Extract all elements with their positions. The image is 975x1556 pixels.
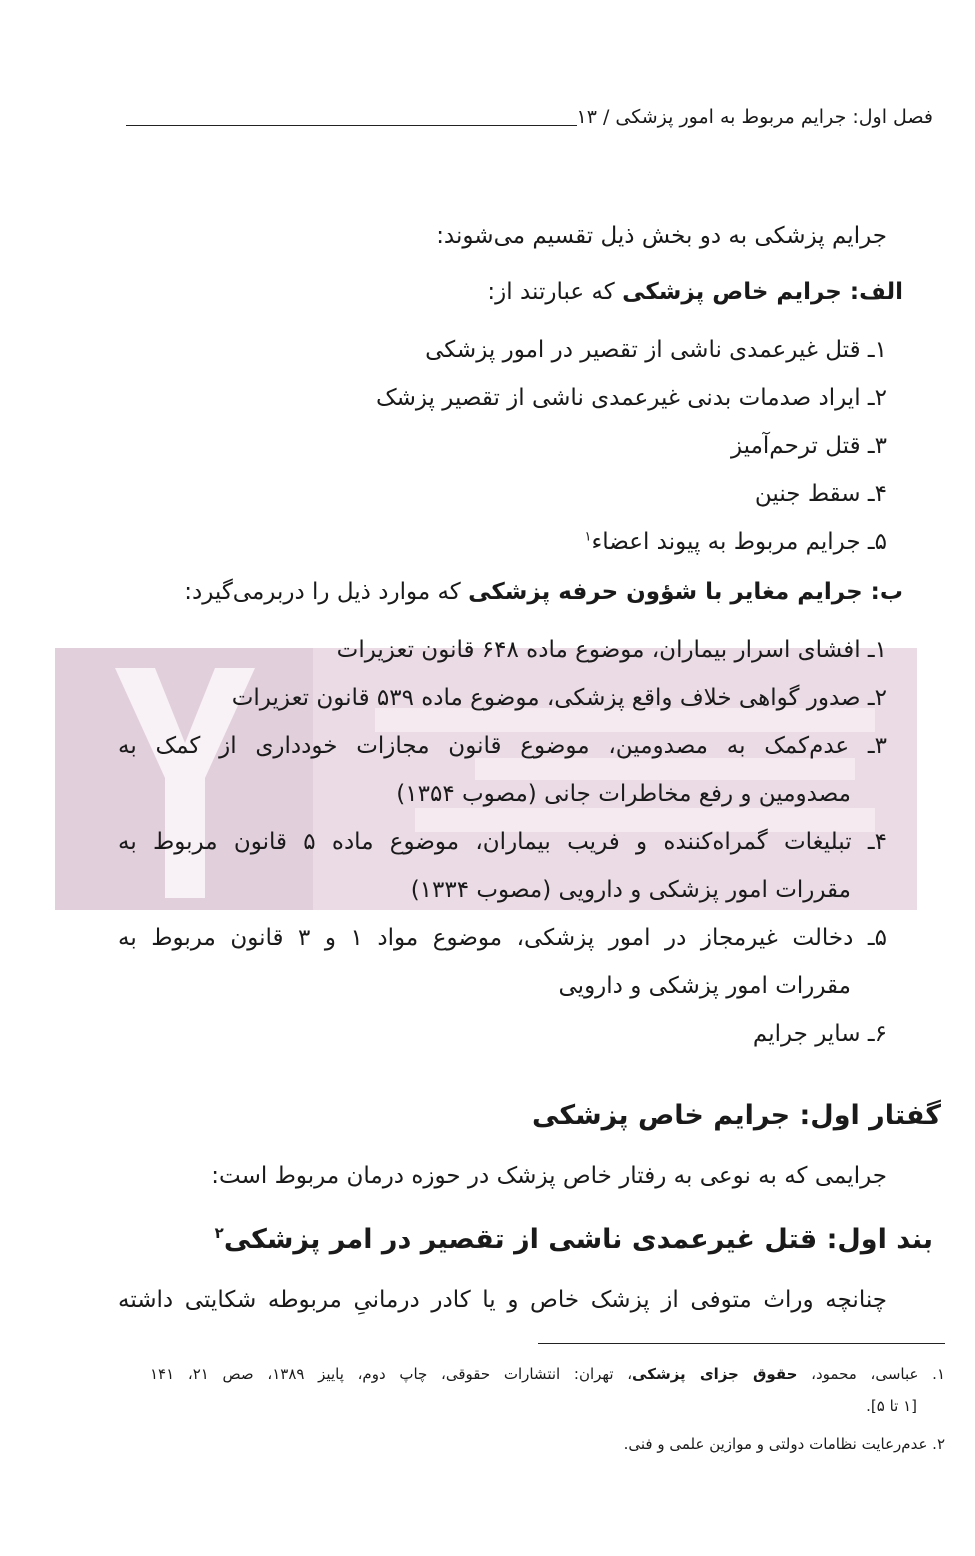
intro-text: جرایم پزشکی به دو بخش ذیل تقسیم می‌شوند: [436, 223, 887, 249]
section-b-item-6: ۶ـ سایر جرایم [752, 1021, 887, 1047]
footnote-marker-2: ۲ [214, 1224, 224, 1242]
section-b-item-2: ۲ـ صدور گواهی خلاف واقع پزشکی، موضوع ماده ۵۳۹ قانون تعزیرات [231, 685, 887, 711]
footnote-marker-1: ۱ [584, 529, 592, 545]
footnote-rule [538, 1343, 945, 1344]
footnote-1 [150, 1360, 945, 1388]
footnote-1-continuation: [۱ تا ۵]. [866, 1397, 917, 1415]
section-a-item-3: ۳ـ قتل ترحم‌آمیز [730, 433, 887, 459]
section-a-heading [487, 268, 903, 316]
section-b-heading-bold: ب: جرایم مغایر با شؤون حرفه پزشکی [468, 579, 903, 605]
section-a-item-5-text: ۵ـ جرایم مربوط به پیوند اعضاء [591, 529, 887, 555]
body-paragraph-line: چنانچه وراث متوفی از پزشک خاص و یا کادر درمانیِ مربوطه شکایتی داشته [118, 1287, 887, 1313]
section-a-heading-bold: الف: جرایم خاص پزشکی [622, 279, 903, 305]
clause-heading-text: بند اول: قتل غیرعمدی ناشی از تقصیر در امر پزشکی [223, 1224, 933, 1255]
section-b-item-5-line-2: مقررات امور پزشکی و دارویی [558, 973, 851, 999]
section-a-item-1: ۱ـ قتل غیرعمدی ناشی از تقصیر در امور پزشکی [425, 337, 887, 363]
section-b-item-4-line-1: ۴ـ تبلیغات گمراه‌کننده و فریب بیماران، موضوع ماده ۵ قانون مربوط به [118, 829, 888, 855]
section-b-heading-rest: که موارد ذیل را دربرمی‌گیرد: [184, 579, 469, 605]
footnote-1-author: ۱. عباسی، محمود، [797, 1365, 945, 1383]
chapter-heading: گفتار اول: جرایم خاص پزشکی [532, 1100, 941, 1131]
chapter-intro: جرایمی که به نوعی به رفتار خاص پزشک در حوزه درمان مربوط است: [211, 1163, 887, 1189]
footnote-1-details: ، تهران: انتشارات حقوقی، چاپ دوم، پاییز ۱۳۸۹، صص ۲۱، ۱۴۱ [150, 1365, 633, 1383]
section-a-item-4: ۴ـ سقط جنین [754, 481, 887, 507]
clause-heading [215, 1212, 933, 1268]
section-b-item-3-line-1: ۳ـ عدم‌کمک به مصدومین، موضوع قانون مجازات خودداری از کمک به [118, 733, 887, 759]
section-a-heading-rest: که عبارتند از: [487, 279, 623, 305]
running-header [120, 102, 933, 132]
section-b-heading [184, 568, 903, 616]
section-a-item-5 [584, 518, 887, 566]
footnote-2: ۲. عدم‌رعایت نظامات دولتی و موازین علمی و فنی. [623, 1435, 945, 1453]
running-title: فصل اول: جرایم مربوط به امور پزشکی / ۱۳ [576, 106, 933, 128]
section-b-item-1: ۱ـ افشای اسرار بیماران، موضوع ماده ۶۴۸ قانون تعزیرات [336, 637, 887, 663]
section-b-item-4-line-2: مقررات امور پزشکی و دارویی (مصوب ۱۳۳۴) [410, 877, 851, 903]
header-rule [126, 125, 577, 126]
section-a-item-2: ۲ـ ایراد صدمات بدنی غیرعمدی ناشی از تقصیر پزشک [376, 385, 887, 411]
section-b-item-5-line-1: ۵ـ دخالت غیرمجاز در امور پزشکی، موضوع مواد ۱ و ۳ قانون مربوط به [118, 925, 887, 951]
footnote-1-book-title: حقوق جزای پزشکی [632, 1365, 798, 1383]
section-b-item-3-line-2: مصدومین و رفع مخاطرات جانی (مصوب ۱۳۵۴) [396, 781, 851, 807]
